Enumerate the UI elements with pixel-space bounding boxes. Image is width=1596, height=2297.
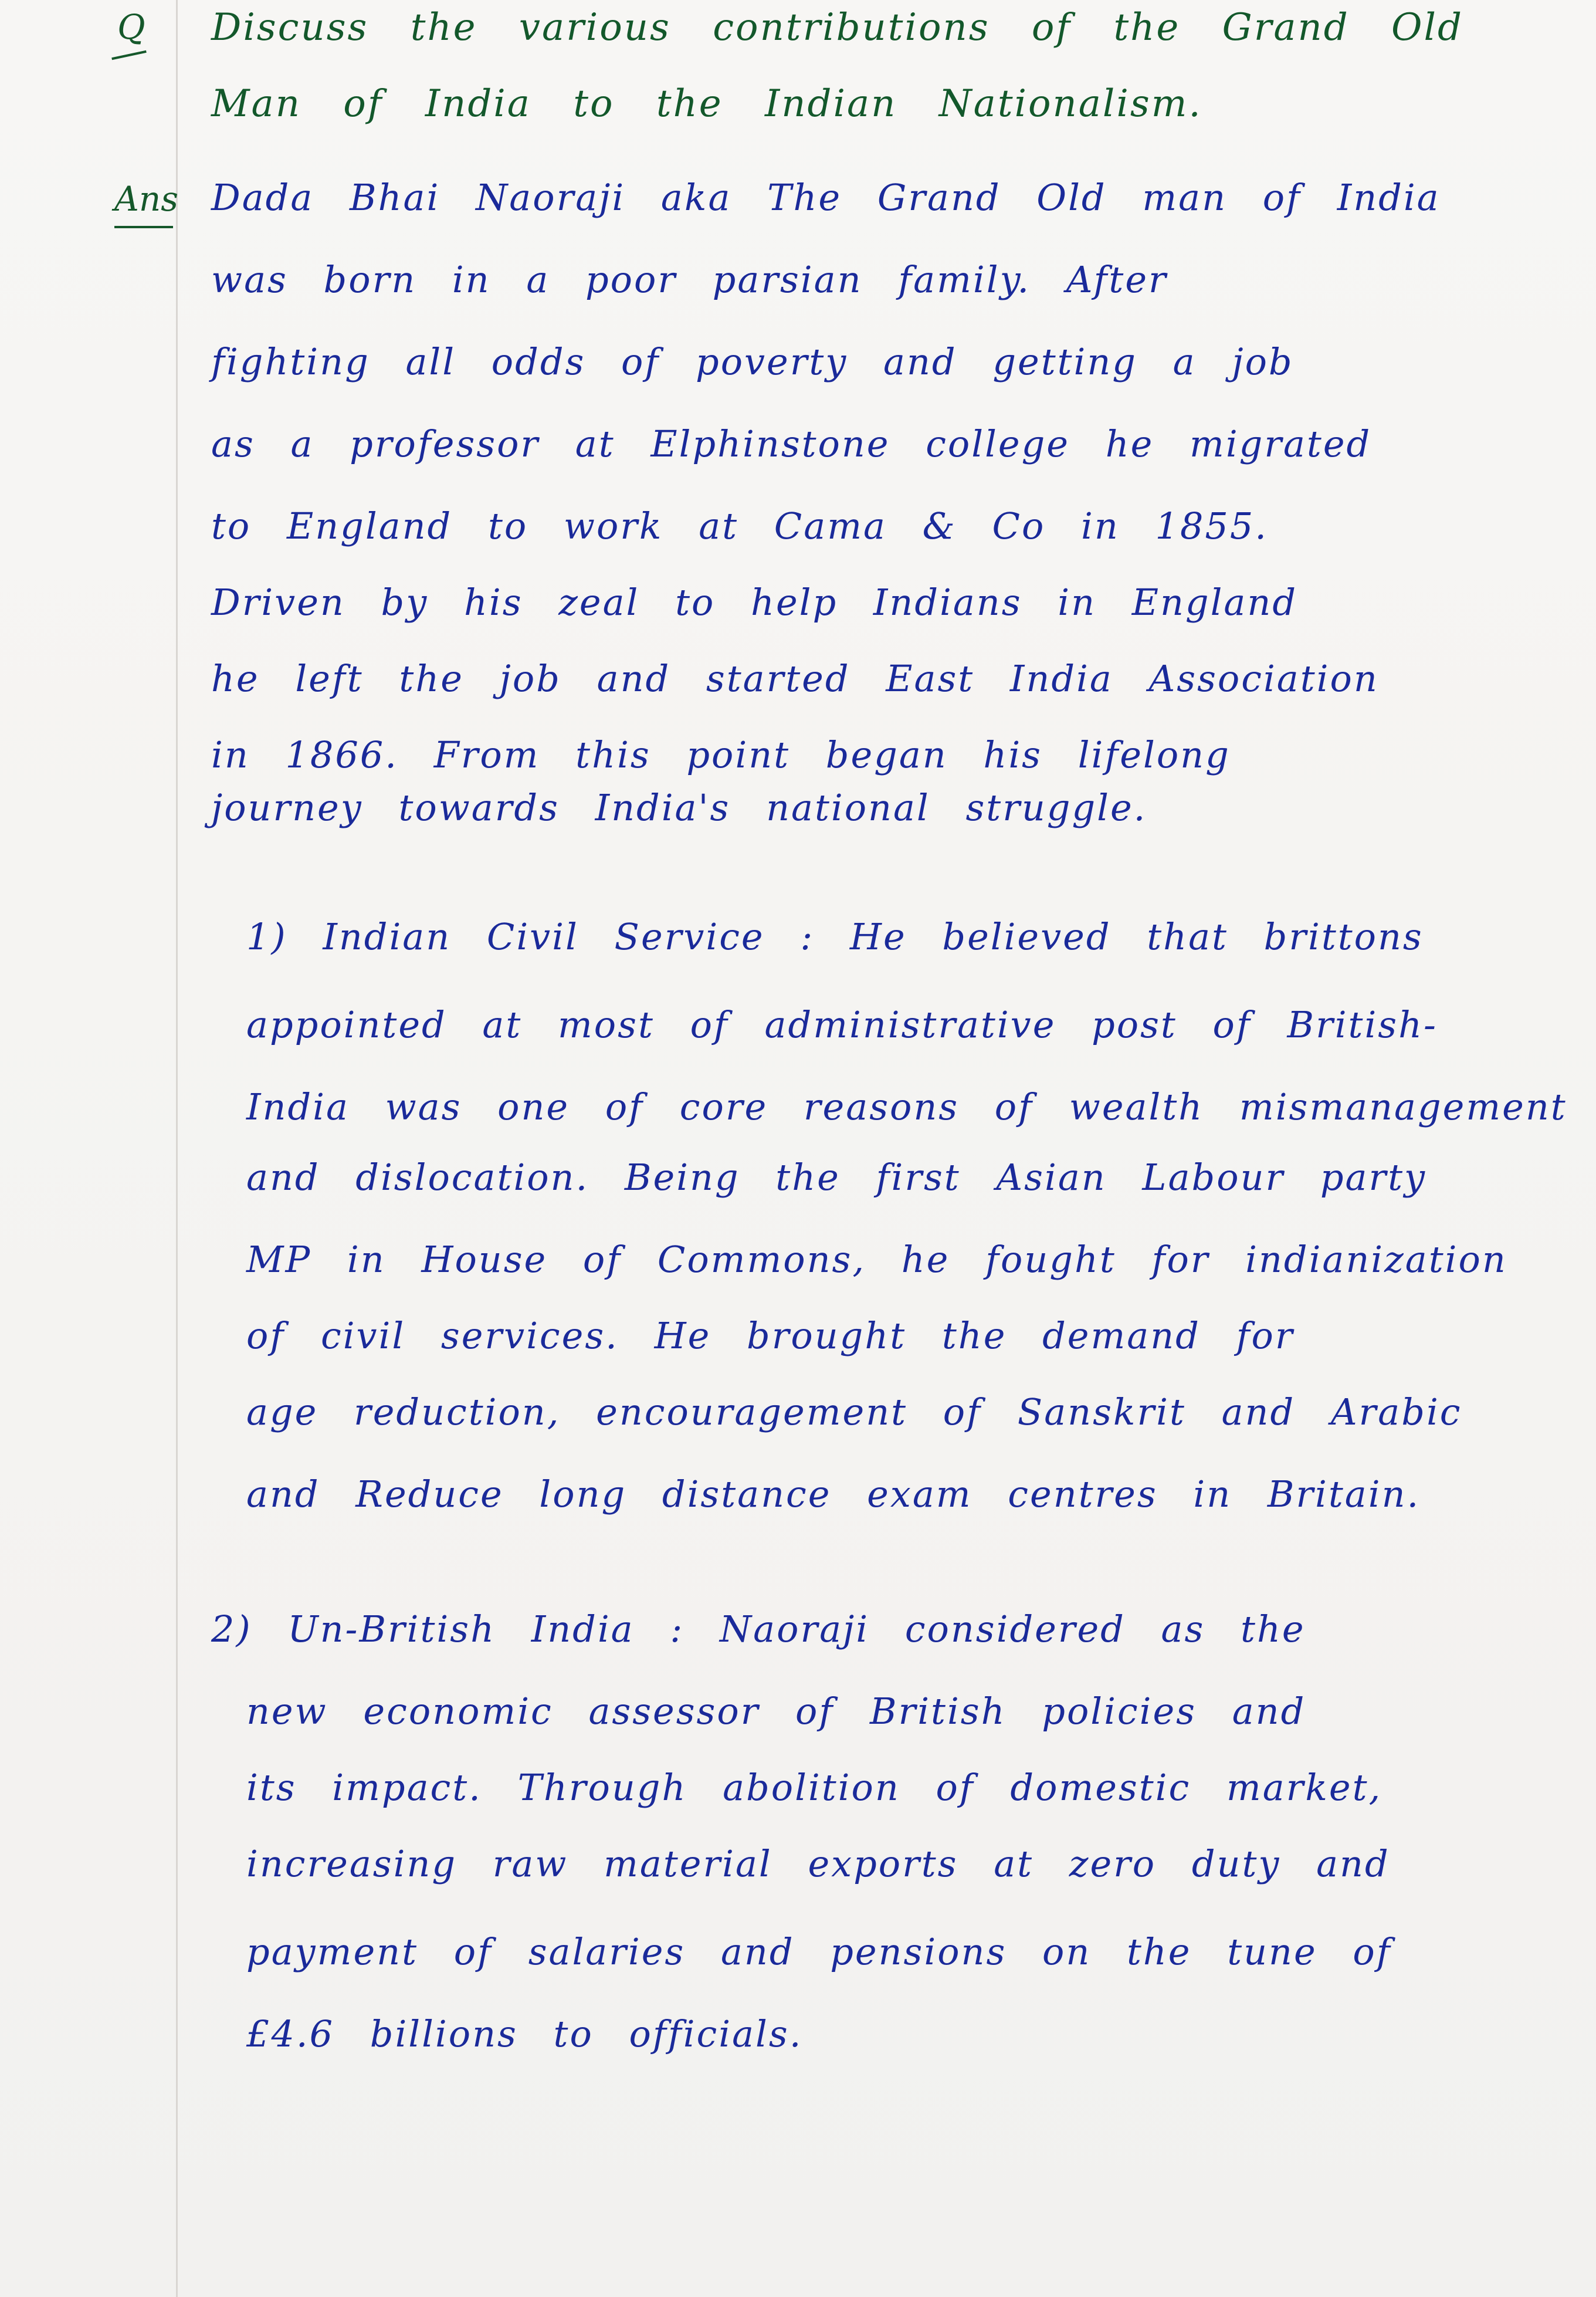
question-line-1: Discuss the various contributions of the Grand Old xyxy=(211,6,1463,49)
point1-line-1: 1) Indian Civil Service : He believed that brittons xyxy=(246,915,1424,958)
intro-line-9: journey towards India's national struggle. xyxy=(211,786,1147,829)
intro-line-4: as a professor at Elphinstone college he migrated xyxy=(211,422,1372,465)
intro-line-3: fighting all odds of poverty and getting a job xyxy=(211,340,1294,383)
intro-line-8: in 1866. From this point began his lifelong xyxy=(211,733,1231,776)
point2-line-5: payment of salaries and pensions on the tune of xyxy=(246,1930,1392,1973)
point2-line-4: increasing raw material exports at zero duty and xyxy=(246,1842,1390,1885)
point2-line-2: new economic assessor of British policies and xyxy=(246,1690,1306,1733)
intro-line-1: Dada Bhai Naoraji aka The Grand Old man of India xyxy=(211,176,1441,219)
point1-line-5: MP in House of Commons, he fought for indianization xyxy=(246,1238,1507,1281)
question-marker-underline xyxy=(111,50,147,60)
point1-line-3: India was one of core reasons of wealth mismanagement xyxy=(246,1085,1567,1128)
point1-line-2: appointed at most of administrative post of British- xyxy=(246,1003,1438,1046)
answer-marker-underline xyxy=(114,226,173,228)
question-marker: Q xyxy=(117,7,145,47)
answer-marker: Ans xyxy=(114,179,179,219)
point1-line-6: of civil services. He brought the demand for xyxy=(246,1314,1295,1357)
point1-line-4: and dislocation. Being the first Asian Labour party xyxy=(246,1156,1427,1199)
question-line-2: Man of India to the Indian Nationalism. xyxy=(211,82,1202,126)
intro-line-7: he left the job and started East India Association xyxy=(211,657,1379,700)
point2-line-1: 2) Un-British India : Naoraji considered as the xyxy=(211,1608,1306,1650)
point1-line-8: and Reduce long distance exam centres in Britain. xyxy=(246,1473,1421,1515)
margin-line xyxy=(176,0,178,2297)
intro-line-5: to England to work at Cama & Co in 1855. xyxy=(211,505,1268,547)
intro-line-2: was born in a poor parsian family. After xyxy=(211,258,1168,301)
point2-line-6: £4.6 billions to officials. xyxy=(246,2012,803,2055)
intro-line-6: Driven by his zeal to help Indians in England xyxy=(211,581,1298,624)
point1-line-7: age reduction, encouragement of Sanskrit and Arabic xyxy=(246,1391,1462,1433)
point2-line-3: its impact. Through abolition of domestic market, xyxy=(246,1766,1382,1809)
